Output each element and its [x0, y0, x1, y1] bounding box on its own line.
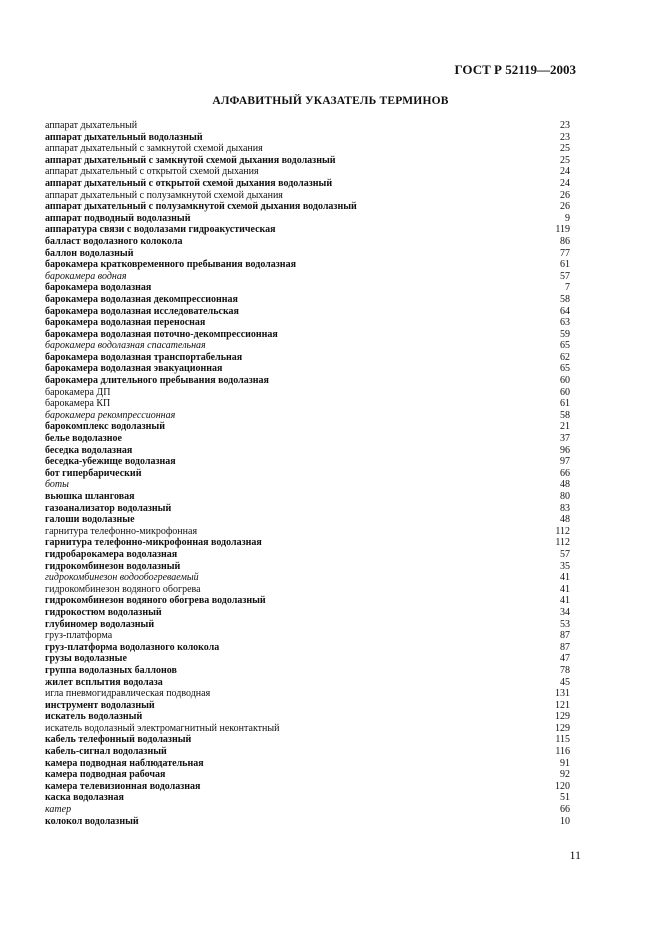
index-page-ref: 62	[560, 351, 570, 363]
index-entry	[45, 248, 570, 260]
index-page-ref: 60	[560, 375, 570, 387]
index-term: игла пневмогидравлическая подводная	[45, 688, 211, 700]
index-entry	[45, 201, 570, 213]
index-entry	[45, 178, 570, 190]
index-page-ref: 61	[560, 259, 570, 271]
index-entry	[45, 398, 570, 410]
index-term: барокамера водолазная транспортабельная	[45, 351, 243, 363]
index-term: барокамера водолазная эвакуационная	[45, 363, 223, 375]
index-term: аппарат дыхательный	[45, 120, 138, 131]
index-term: аппарат подводный водолазный	[45, 212, 191, 224]
index-entry	[45, 479, 570, 491]
index-term: барокамера водолазная исследовательская	[45, 305, 239, 317]
index-entry	[45, 700, 570, 712]
index-term: барокамера водолазная спасательная	[45, 340, 206, 352]
index-entry	[45, 491, 570, 503]
index-page-ref: 61	[560, 398, 570, 410]
index-term: группа водолазных баллонов	[45, 664, 177, 676]
index-term: балласт водолазного колокола	[45, 235, 183, 247]
index-page-ref: 65	[560, 340, 570, 352]
index-term: гидробарокамера водолазная	[45, 548, 178, 560]
index-entry	[45, 224, 570, 236]
index-entry	[45, 317, 570, 329]
page-number: 11	[569, 848, 581, 862]
index-page-ref: 131	[555, 688, 570, 700]
index-term: колокол водолазный	[45, 815, 139, 827]
index-entry	[45, 190, 570, 202]
index-page-ref: 119	[555, 224, 570, 236]
index-entry	[45, 294, 570, 306]
index-entry	[45, 792, 570, 804]
index-entry	[45, 445, 570, 457]
index-page-ref: 129	[555, 722, 570, 734]
index-page-ref: 48	[560, 514, 570, 526]
index-entry	[45, 619, 570, 631]
index-term: барокамера КП	[45, 398, 111, 410]
index-page-ref: 9	[565, 212, 570, 224]
index-page-ref: 51	[560, 792, 570, 804]
index-entry	[45, 688, 570, 700]
index-term: кабель-сигнал водолазный	[45, 746, 167, 758]
index-page-ref: 112	[555, 537, 570, 549]
index-page-ref: 21	[560, 421, 570, 433]
index-entry	[45, 340, 570, 352]
index-page-ref: 25	[560, 154, 570, 166]
index-page-ref: 83	[560, 502, 570, 514]
index-page-ref: 23	[560, 131, 570, 143]
index-entry	[45, 329, 570, 341]
index-page-ref: 53	[560, 618, 570, 630]
index-term: гарнитура телефонно-микрофонная водолазная	[45, 537, 262, 549]
index-page-ref: 37	[560, 433, 570, 445]
index-entry	[45, 734, 570, 746]
index-page-ref: 65	[560, 363, 570, 375]
index-entry	[45, 607, 570, 619]
index-entry	[45, 816, 570, 828]
index-term: камера подводная рабочая	[45, 769, 166, 781]
index-entry	[45, 595, 570, 607]
index-page-ref: 41	[560, 583, 570, 595]
index-entry	[45, 132, 570, 144]
index-page-ref: 86	[560, 235, 570, 247]
index-entry	[45, 468, 570, 480]
index-page-ref: 26	[560, 201, 570, 213]
index-page-ref: 87	[560, 641, 570, 653]
index-term: жилет всплытия водолаза	[45, 676, 163, 688]
page-title: АЛФАВИТНЫЙ УКАЗАТЕЛЬ ТЕРМИНОВ	[212, 95, 449, 107]
index-term: каска водолазная	[45, 792, 124, 804]
index-page-ref: 41	[560, 572, 570, 584]
index-page-ref: 58	[560, 409, 570, 421]
index-term: барокамера ДП	[45, 386, 111, 398]
index-term: гарнитура телефонно-микрофонная	[45, 525, 198, 537]
index-page-ref: 60	[560, 386, 570, 398]
index-term: гидрокомбинезон водяного обогрева	[45, 583, 201, 595]
index-term: барокамера кратковременного пребывания водолазная	[45, 259, 296, 271]
index-page-ref: 66	[560, 804, 570, 816]
index-term: аппарат дыхательный с замкнутой схемой дыхания водолазный	[45, 154, 336, 166]
index-term: аппарат дыхательный с открытой схемой дыхания водолазный	[45, 177, 333, 189]
index-entry	[45, 166, 570, 178]
index-entry	[45, 781, 570, 793]
term-index	[45, 120, 570, 827]
index-term: барокамера длительного пребывания водолазная	[45, 375, 269, 387]
index-entry	[45, 259, 570, 271]
index-entry	[45, 758, 570, 770]
index-term: барокамера водолазная переносная	[45, 317, 206, 329]
index-page-ref: 120	[555, 780, 570, 792]
index-page-ref: 7	[565, 282, 570, 294]
index-page-ref: 116	[555, 746, 570, 758]
index-entry	[45, 143, 570, 155]
index-term: барокамера водолазная	[45, 282, 152, 294]
index-entry	[45, 306, 570, 318]
index-entry	[45, 746, 570, 758]
index-page-ref: 64	[560, 305, 570, 317]
index-term: аппарат дыхательный с замкнутой схемой дыхания	[45, 143, 263, 155]
index-term: искатель водолазный электромагнитный неконтактный	[45, 722, 280, 734]
index-term: галоши водолазные	[45, 514, 135, 526]
index-entry	[45, 503, 570, 515]
index-entry	[45, 352, 570, 364]
index-page-ref: 58	[560, 293, 570, 305]
index-entry	[45, 271, 570, 283]
index-entry	[45, 584, 570, 596]
index-entry	[45, 711, 570, 723]
index-term: аппарат дыхательный с полузамкнутой схемой дыхания водолазный	[45, 201, 357, 213]
index-entry	[45, 537, 570, 549]
index-page-ref: 66	[560, 467, 570, 479]
index-term: катер	[45, 804, 72, 816]
index-term: барокамера водолазная поточно-декомпрессионная	[45, 328, 278, 340]
index-term: аппаратура связи с водолазами гидроакустическая	[45, 224, 276, 236]
index-term: беседка-убежище водолазная	[45, 456, 176, 468]
index-term: вьюшка шланговая	[45, 491, 135, 502]
index-term: гидрокомбинезон водолазный	[45, 560, 181, 572]
index-entry	[45, 642, 570, 654]
index-term: барокомплекс водолазный	[45, 421, 166, 433]
index-entry	[45, 433, 570, 445]
index-term: барокамера рекомпрессионная	[45, 409, 176, 421]
index-entry	[45, 213, 570, 225]
index-page-ref: 63	[560, 317, 570, 329]
index-term: глубиномер водолазный	[45, 618, 155, 630]
index-page-ref: 59	[560, 328, 570, 340]
index-entry	[45, 363, 570, 375]
index-term: боты	[45, 479, 69, 491]
index-entry	[45, 677, 570, 689]
index-page-ref: 115	[555, 734, 570, 746]
index-page-ref: 91	[560, 757, 570, 769]
index-page-ref: 96	[560, 444, 570, 456]
index-term: барокамера водолазная декомпрессионная	[45, 293, 238, 305]
index-entry	[45, 526, 570, 538]
index-page-ref: 35	[560, 560, 570, 572]
index-term: баллон водолазный	[45, 247, 134, 259]
index-page-ref: 92	[560, 769, 570, 781]
index-page-ref: 48	[560, 479, 570, 491]
index-page-ref: 57	[560, 548, 570, 560]
index-entry	[45, 456, 570, 468]
index-term: искатель водолазный	[45, 711, 143, 723]
index-page-ref: 129	[555, 711, 570, 723]
index-term: гидрокомбинезон водообогреваемый	[45, 572, 199, 584]
index-term: гидрокомбинезон водяного обогрева водолазный	[45, 595, 266, 607]
index-entry	[45, 549, 570, 561]
index-entry	[45, 572, 570, 584]
index-page-ref: 87	[560, 630, 570, 642]
index-term: барокамера водная	[45, 270, 127, 282]
index-entry	[45, 653, 570, 665]
index-page-ref: 34	[560, 606, 570, 618]
index-page-ref: 121	[555, 699, 570, 711]
index-entry	[45, 514, 570, 526]
index-entry	[45, 282, 570, 294]
index-page-ref: 25	[560, 143, 570, 155]
index-term: гидрокостюм водолазный	[45, 606, 162, 618]
index-entry	[45, 665, 570, 677]
index-term: белье водолазное	[45, 433, 122, 445]
index-page-ref: 80	[560, 491, 570, 502]
index-term: грузы водолазные	[45, 653, 127, 665]
index-page-ref: 23	[560, 120, 570, 131]
index-entry	[45, 769, 570, 781]
index-entry	[45, 421, 570, 433]
index-page-ref: 26	[560, 189, 570, 201]
index-page-ref: 24	[560, 177, 570, 189]
index-entry	[45, 630, 570, 642]
index-term: бот гипербарический	[45, 467, 142, 479]
index-term: аппарат дыхательный с полузамкнутой схемой дыхания	[45, 189, 283, 201]
index-term: камера подводная наблюдательная	[45, 757, 204, 769]
document-code: ГОСТ Р 52119—2003	[454, 62, 576, 77]
index-term: груз-платформа водолазного колокола	[45, 641, 220, 653]
index-term: аппарат дыхательный с открытой схемой дыхания	[45, 166, 259, 178]
index-entry	[45, 120, 570, 132]
index-page-ref: 10	[560, 815, 570, 827]
index-term: беседка водолазная	[45, 444, 133, 456]
index-term: груз-платформа	[45, 630, 113, 642]
index-page-ref: 77	[560, 247, 570, 259]
index-page-ref: 24	[560, 166, 570, 178]
index-term: аппарат дыхательный водолазный	[45, 131, 203, 143]
index-entry	[45, 561, 570, 573]
index-term: камера телевизионная водолазная	[45, 780, 201, 792]
index-entry	[45, 155, 570, 167]
index-entry	[45, 804, 570, 816]
index-term: газоанализатор водолазный	[45, 502, 172, 514]
index-entry	[45, 410, 570, 422]
index-entry	[45, 236, 570, 248]
index-page-ref: 112	[555, 525, 570, 537]
index-page-ref: 47	[560, 653, 570, 665]
index-term: кабель телефонный водолазный	[45, 734, 192, 746]
index-page-ref: 45	[560, 676, 570, 688]
index-page-ref: 78	[560, 664, 570, 676]
index-page-ref: 57	[560, 270, 570, 282]
index-page-ref: 41	[560, 595, 570, 607]
index-entry	[45, 375, 570, 387]
index-term: инструмент водолазный	[45, 699, 155, 711]
index-entry	[45, 723, 570, 735]
index-page-ref: 97	[560, 456, 570, 468]
index-entry	[45, 387, 570, 399]
